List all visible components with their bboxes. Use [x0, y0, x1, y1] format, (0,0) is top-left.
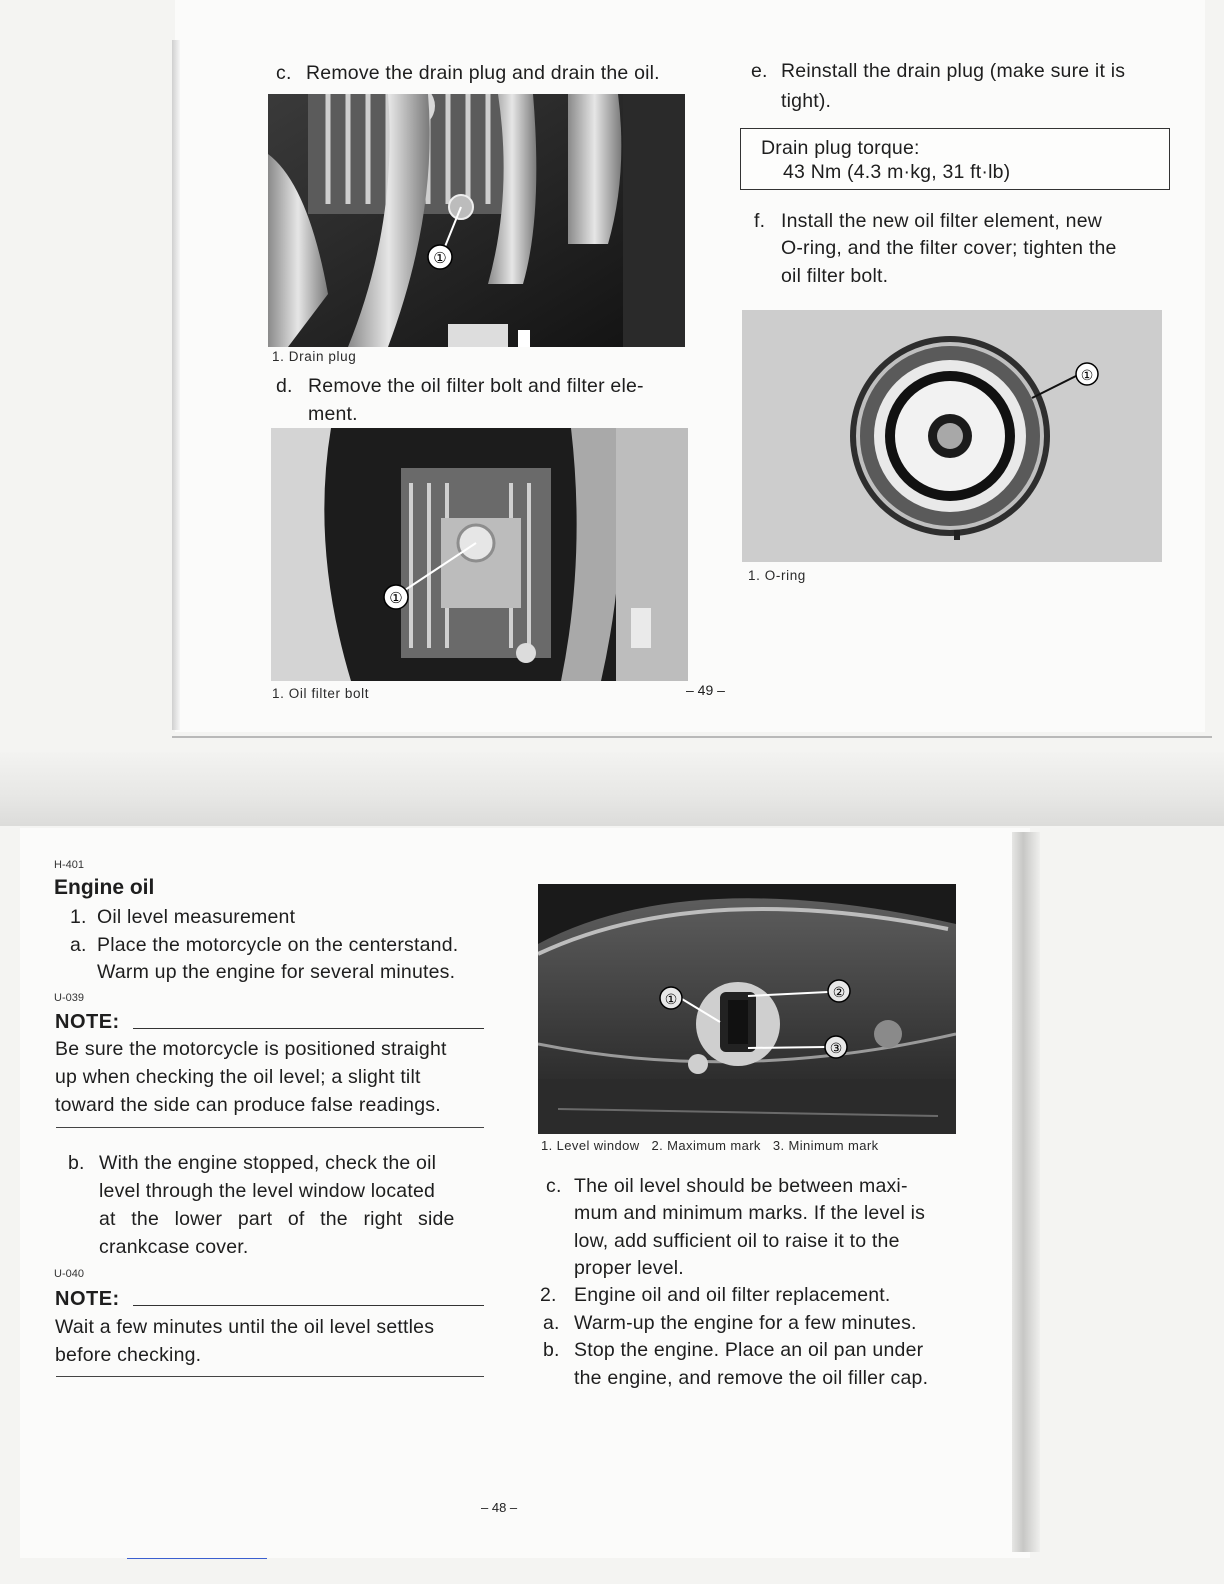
level-window-photo [538, 884, 956, 1134]
note2-title-rule [133, 1305, 484, 1306]
bottom-step-c [546, 1173, 960, 1285]
page-number-48: – 48 – [481, 1500, 518, 1515]
step-label: b. [68, 1152, 85, 1174]
page-number-49: – 49 – [686, 682, 725, 698]
code-u039: U-039 [54, 992, 84, 1004]
step-text-line3: at the lower part of the right side [99, 1208, 455, 1230]
item-2 [540, 1282, 960, 1310]
bottom-step-b2 [543, 1337, 963, 1393]
note1-end-rule [56, 1127, 484, 1128]
step-text-line2: level through the level window located [99, 1180, 436, 1202]
step-label: e. [751, 60, 768, 82]
drain-plug-illustration [268, 94, 685, 347]
note2-end-rule [56, 1376, 484, 1377]
step-label: c. [276, 62, 292, 84]
item-text: Oil level measurement [97, 906, 296, 928]
step-text: Warm-up the engine for a few minutes. [574, 1312, 917, 1334]
photo1-callout: ① [433, 250, 447, 267]
note2-line1: Wait a few minutes until the oil level settles [55, 1316, 435, 1338]
photo4-callout-2: ② [832, 984, 846, 1000]
item-1 [70, 904, 470, 932]
step-label: c. [546, 1175, 562, 1197]
drain-plug-caption: 1. Drain plug [272, 349, 357, 364]
bottom-step-a2 [543, 1310, 963, 1338]
oil-filter-bolt-caption: 1. Oil filter bolt [272, 686, 370, 701]
book-spine [1012, 832, 1040, 1552]
note2-line2: before checking. [55, 1344, 202, 1366]
note1-line3: toward the side can produce false readings. [55, 1094, 441, 1116]
step-text-line2: the engine, and remove the oil filler cap. [574, 1367, 929, 1389]
photo2-callout: ① [389, 590, 403, 607]
step-text-line1: Stop the engine. Place an oil pan under [574, 1339, 924, 1361]
drain-plug-torque-box [740, 128, 1170, 190]
photo3-callout: ① [1080, 367, 1094, 383]
note1-line2: up when checking the oil level; a slight tilt [55, 1066, 421, 1088]
note2-title: NOTE: [55, 1288, 120, 1310]
step-text-line1: With the engine stopped, check the oil [99, 1152, 437, 1174]
top-page-bottom-edge [172, 700, 1212, 738]
item-label: 1. [70, 906, 87, 928]
step-text-line2: O-ring, and the filter cover; tighten the [781, 237, 1117, 259]
step-text-line4: proper level. [574, 1257, 684, 1279]
top-step-c [276, 60, 716, 88]
step-text-line1: Reinstall the drain plug (make sure it is [781, 60, 1126, 82]
step-text: Remove the drain plug and drain the oil. [306, 62, 660, 84]
o-ring-caption: 1. O-ring [748, 568, 806, 583]
step-label: f. [754, 210, 766, 232]
step-text-line1: The oil level should be between maxi- [574, 1175, 908, 1197]
o-ring-illustration [742, 310, 1162, 562]
step-text-line3: oil filter bolt. [781, 265, 889, 287]
top-step-f [754, 208, 1166, 292]
note1-line1: Be sure the motorcycle is positioned straight [55, 1038, 447, 1060]
code-h401: H-401 [54, 859, 84, 871]
photo4-callout-1: ① [664, 991, 678, 1007]
step-text-line1: Install the new oil filter element, new [781, 210, 1103, 232]
bottom-step-b [68, 1150, 484, 1262]
page-fold [0, 752, 1224, 826]
step-text-line2: Warm up the engine for several minutes. [97, 961, 456, 983]
level-window-illustration [538, 884, 956, 1134]
bottom-step-a [70, 932, 485, 988]
level-window-caption: 1. Level window 2. Maximum mark 3. Minimum mark [541, 1138, 879, 1153]
torque-value: 43 Nm (4.3 m·kg, 31 ft·lb) [783, 161, 1011, 183]
step-text-line2: mum and minimum marks. If the level is [574, 1202, 926, 1224]
item-label: 2. [540, 1284, 557, 1306]
drain-plug-photo [268, 94, 685, 347]
step-label: d. [276, 375, 293, 397]
photo4-callout-3: ③ [829, 1040, 843, 1056]
step-text-line1: Place the motorcycle on the centerstand. [97, 934, 459, 956]
step-text-line3: low, add sufficient oil to raise it to the [574, 1230, 900, 1252]
item-text: Engine oil and oil filter replacement. [574, 1284, 891, 1306]
step-text-line2: ment. [308, 403, 358, 425]
blue-underline-mark [127, 1558, 267, 1559]
oil-filter-bolt-photo [271, 428, 688, 681]
step-label: a. [543, 1312, 560, 1334]
top-step-e [751, 58, 1171, 114]
section-heading-engine-oil: Engine oil [54, 876, 155, 899]
step-label: b. [543, 1339, 560, 1361]
code-u040: U-040 [54, 1268, 84, 1280]
top-page-edge-shadow [172, 40, 180, 730]
step-text-line4: crankcase cover. [99, 1236, 249, 1258]
oil-filter-bolt-illustration [271, 428, 688, 681]
step-text-line2: tight). [781, 90, 832, 112]
step-label: a. [70, 934, 87, 956]
o-ring-photo [742, 310, 1162, 562]
note1-title-rule [133, 1028, 484, 1029]
top-step-d [276, 373, 696, 429]
torque-title: Drain plug torque: [761, 137, 920, 159]
note1-title: NOTE: [55, 1011, 120, 1033]
step-text-line1: Remove the oil filter bolt and filter ele- [308, 375, 644, 397]
